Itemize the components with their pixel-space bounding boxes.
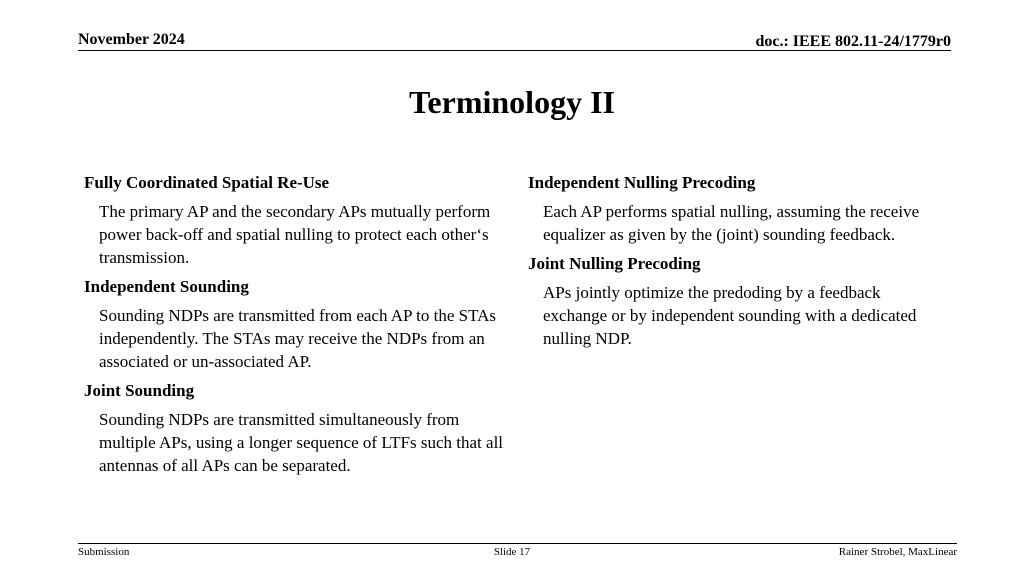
header-divider [78, 50, 951, 51]
term-independent-nulling-precoding [528, 171, 948, 246]
term-joint-sounding [84, 379, 504, 477]
term-title: Independent Nulling Precoding [528, 173, 756, 192]
footer-slide-number: Slide 17 [493, 546, 531, 558]
footer-submission: Submission [78, 546, 130, 558]
header-doc-id: doc.: IEEE 802.11-24/1779r0 [755, 33, 951, 50]
term-definition: Sounding NDPs are transmitted from each AP to the STAs independently. The STAs may receive the NDPs from an associated or un-associated AP. [99, 306, 496, 371]
term-definition: The primary AP and the secondary APs mutually perform power back-off and spatial nulling to protect each other‘s transmission. [99, 202, 491, 267]
term-joint-nulling-precoding [528, 252, 948, 350]
term-title: Joint Sounding [84, 381, 195, 400]
slide-title: Terminology II [409, 84, 615, 120]
term-definition: Sounding NDPs are transmitted simultaneously from multiple APs, using a longer sequence of LTFs such that all antennas of all APs can be separated. [99, 410, 504, 475]
footer-author: Rainer Strobel, MaxLinear [838, 546, 957, 558]
term-title: Joint Nulling Precoding [528, 254, 701, 273]
left-column [84, 171, 504, 483]
term-independent-sounding [84, 275, 504, 373]
term-title: Independent Sounding [84, 277, 249, 296]
footer-divider [78, 543, 957, 544]
header-date: November 2024 [78, 31, 185, 48]
term-title: Fully Coordinated Spatial Re-Use [84, 173, 330, 192]
right-column [528, 171, 948, 356]
term-definition: Each AP performs spatial nulling, assuming the receive equalizer as given by the (joint) sounding feedback. [543, 202, 920, 244]
term-definition: APs jointly optimize the predoding by a feedback exchange or by independent sounding with a dedicated nulling NDP. [543, 283, 917, 348]
term-fully-coordinated-spatial-reuse [84, 171, 504, 269]
